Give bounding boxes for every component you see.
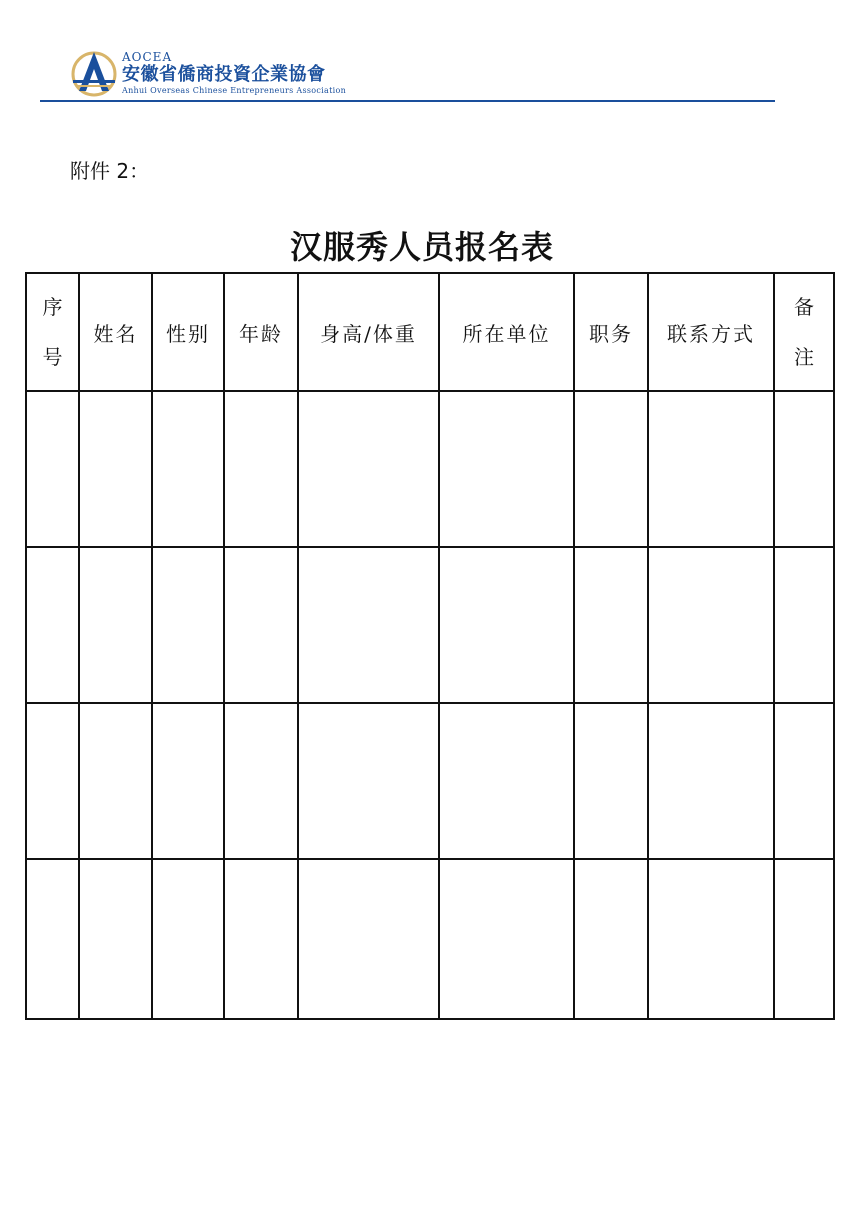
- cell-gender[interactable]: [152, 547, 224, 703]
- cell-name[interactable]: [79, 859, 152, 1019]
- header-contact: 联系方式: [648, 273, 774, 391]
- cell-age[interactable]: [224, 859, 298, 1019]
- cell-serial-number[interactable]: [26, 859, 79, 1019]
- header-height-weight: 身高/体重: [298, 273, 439, 391]
- header-name: 姓名: [79, 273, 152, 391]
- cell-remarks[interactable]: [774, 391, 834, 547]
- cell-gender[interactable]: [152, 859, 224, 1019]
- cell-work-unit[interactable]: [439, 703, 574, 859]
- cell-height-weight[interactable]: [298, 859, 439, 1019]
- cell-height-weight[interactable]: [298, 391, 439, 547]
- cell-contact[interactable]: [648, 391, 774, 547]
- cell-name[interactable]: [79, 547, 152, 703]
- cell-remarks[interactable]: [774, 547, 834, 703]
- cell-position[interactable]: [574, 703, 648, 859]
- cell-position[interactable]: [574, 859, 648, 1019]
- cell-contact[interactable]: [648, 859, 774, 1019]
- cell-work-unit[interactable]: [439, 547, 574, 703]
- cell-age[interactable]: [224, 547, 298, 703]
- letterhead-rule: [40, 100, 775, 102]
- cell-position[interactable]: [574, 547, 648, 703]
- form-title: 汉服秀人员报名表: [289, 228, 554, 266]
- cell-age[interactable]: [224, 703, 298, 859]
- cell-age[interactable]: [224, 391, 298, 547]
- cell-serial-number[interactable]: [26, 391, 79, 547]
- cell-contact[interactable]: [648, 703, 774, 859]
- cell-contact[interactable]: [648, 547, 774, 703]
- header-age: 年龄: [224, 273, 298, 391]
- cell-name[interactable]: [79, 703, 152, 859]
- cell-work-unit[interactable]: [439, 859, 574, 1019]
- cell-gender[interactable]: [152, 391, 224, 547]
- cell-gender[interactable]: [152, 703, 224, 859]
- cell-height-weight[interactable]: [298, 703, 439, 859]
- aocea-logo-icon: [70, 47, 118, 99]
- cell-remarks[interactable]: [774, 859, 834, 1019]
- association-name-cn: 安徽省僑商投資企業協會: [122, 64, 326, 85]
- attachment-label: 附件 2：: [70, 159, 150, 183]
- association-brand: [122, 50, 346, 96]
- association-abbr: AOCEA: [122, 50, 173, 64]
- registration-table: [25, 272, 835, 1020]
- header-gender: 性别: [152, 273, 224, 391]
- table-row: [26, 547, 834, 703]
- cell-position[interactable]: [574, 391, 648, 547]
- header-serial-number: 序号: [26, 273, 79, 391]
- header-position: 职务: [574, 273, 648, 391]
- table-row: [26, 859, 834, 1019]
- association-name-en: Anhui Overseas Chinese Entrepreneurs Association: [122, 86, 347, 95]
- header-work-unit: 所在单位: [439, 273, 574, 391]
- cell-height-weight[interactable]: [298, 547, 439, 703]
- table-row: [26, 391, 834, 547]
- table-header-row: [26, 273, 834, 391]
- cell-serial-number[interactable]: [26, 547, 79, 703]
- table-row: [26, 703, 834, 859]
- cell-name[interactable]: [79, 391, 152, 547]
- cell-remarks[interactable]: [774, 703, 834, 859]
- header-remarks: 备注: [774, 273, 834, 391]
- letterhead: [40, 44, 775, 104]
- cell-work-unit[interactable]: [439, 391, 574, 547]
- cell-serial-number[interactable]: [26, 703, 79, 859]
